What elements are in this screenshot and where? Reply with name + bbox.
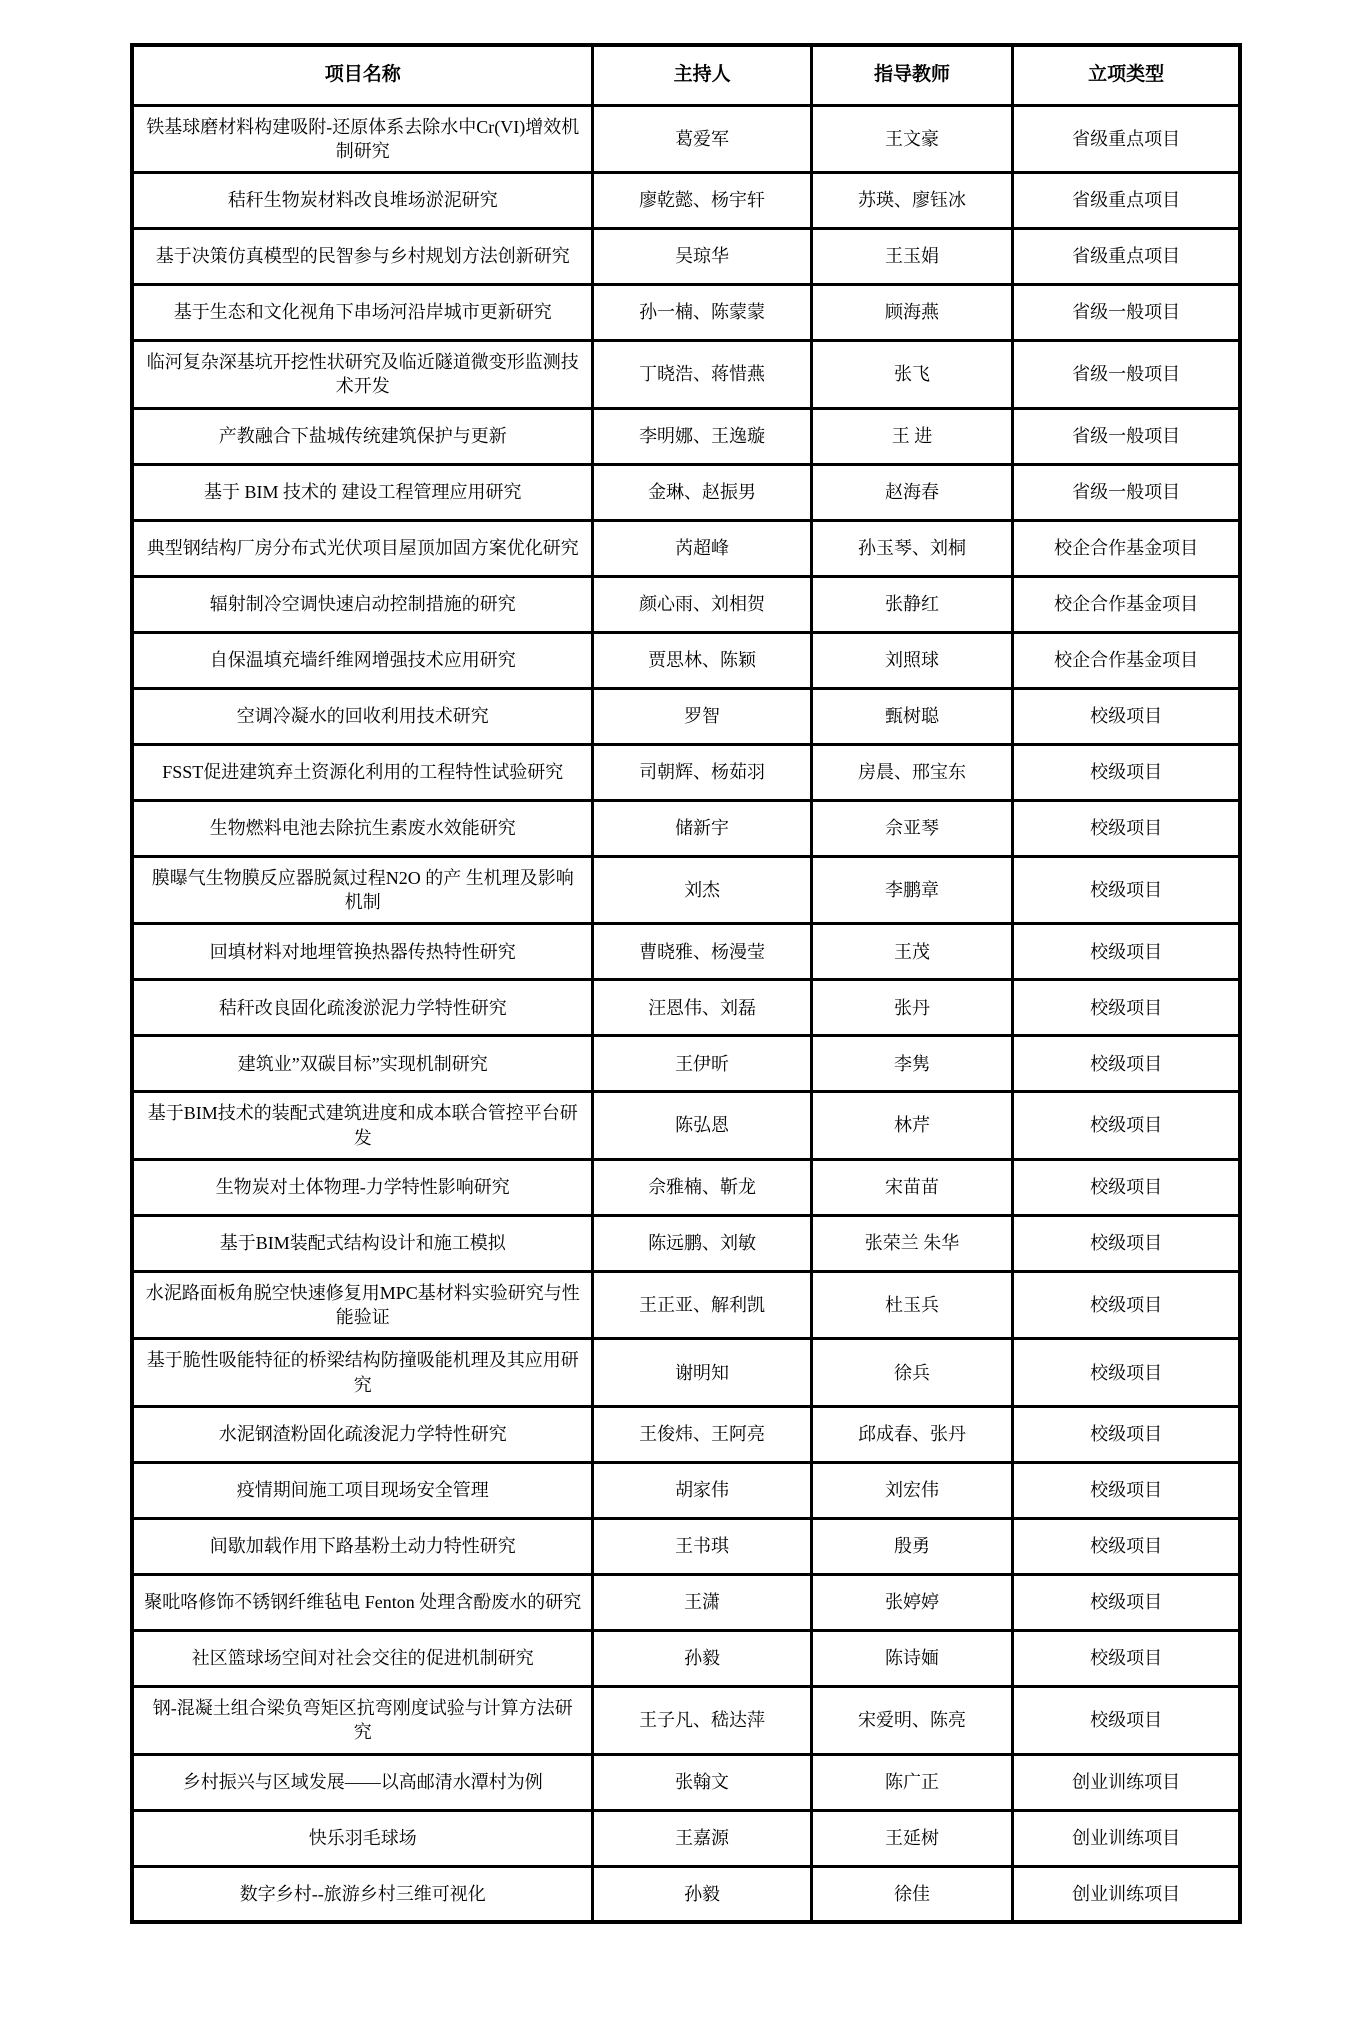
host-cell: 汪恩伟、刘磊: [593, 980, 811, 1036]
column-header-project-name: 项目名称: [132, 45, 593, 105]
project-type-cell: 省级一般项目: [1013, 285, 1240, 341]
project-table: [130, 43, 1242, 1924]
host-cell: 王子凡、嵇达萍: [593, 1687, 811, 1755]
table-row: [132, 1866, 1240, 1922]
host-cell: 王书琪: [593, 1519, 811, 1575]
project-name-cell: 水泥钢渣粉固化疏浚泥力学特性研究: [132, 1407, 593, 1463]
host-cell: 丁晓浩、蒋惜燕: [593, 341, 811, 409]
project-type-cell: 创业训练项目: [1013, 1866, 1240, 1922]
table-row: [132, 229, 1240, 285]
host-cell: 吴琼华: [593, 229, 811, 285]
advisor-cell: 王文豪: [811, 105, 1013, 173]
advisor-cell: 房晨、邢宝东: [811, 744, 1013, 800]
advisor-cell: 李鹏章: [811, 856, 1013, 924]
project-type-cell: 校级项目: [1013, 800, 1240, 856]
table-row: [132, 520, 1240, 576]
table-row: [132, 688, 1240, 744]
project-name-cell: 回填材料对地埋管换热器传热特性研究: [132, 924, 593, 980]
advisor-cell: 刘照球: [811, 632, 1013, 688]
project-name-cell: 水泥路面板角脱空快速修复用MPC基材料实验研究与性能验证: [132, 1271, 593, 1339]
project-name-cell: 钢-混凝土组合梁负弯矩区抗弯刚度试验与计算方法研究: [132, 1687, 593, 1755]
project-type-cell: 校级项目: [1013, 1159, 1240, 1215]
table-header-row: [132, 45, 1240, 105]
project-name-cell: 铁基球磨材料构建吸附-还原体系去除水中Cr(VI)增效机制研究: [132, 105, 593, 173]
project-name-cell: 生物炭对土体物理-力学特性影响研究: [132, 1159, 593, 1215]
project-name-cell: 聚吡咯修饰不锈钢纤维毡电 Fenton 处理含酚废水的研究: [132, 1575, 593, 1631]
table-row: [132, 1036, 1240, 1092]
advisor-cell: 宋爱明、陈亮: [811, 1687, 1013, 1755]
table-row: [132, 408, 1240, 464]
table-row: [132, 341, 1240, 409]
table-row: [132, 285, 1240, 341]
project-name-cell: 数字乡村--旅游乡村三维可视化: [132, 1866, 593, 1922]
advisor-cell: 王茂: [811, 924, 1013, 980]
project-name-cell: 基于生态和文化视角下串场河沿岸城市更新研究: [132, 285, 593, 341]
project-name-cell: 秸秆改良固化疏浚淤泥力学特性研究: [132, 980, 593, 1036]
advisor-cell: 陈诗媔: [811, 1631, 1013, 1687]
table-row: [132, 1687, 1240, 1755]
host-cell: 王俊炜、王阿亮: [593, 1407, 811, 1463]
project-name-cell: FSST促进建筑弃土资源化利用的工程特性试验研究: [132, 744, 593, 800]
table-row: [132, 1631, 1240, 1687]
project-type-cell: 校级项目: [1013, 980, 1240, 1036]
advisor-cell: 徐佳: [811, 1866, 1013, 1922]
table-row: [132, 1339, 1240, 1407]
project-name-cell: 乡村振兴与区域发展——以高邮清水潭村为例: [132, 1754, 593, 1810]
project-name-cell: 临河复杂深基坑开挖性状研究及临近隧道微变形监测技术开发: [132, 341, 593, 409]
table-body: [132, 105, 1240, 1922]
host-cell: 储新宇: [593, 800, 811, 856]
table-row: [132, 1092, 1240, 1160]
project-name-cell: 膜曝气生物膜反应器脱氮过程N2O 的产 生机理及影响机制: [132, 856, 593, 924]
project-type-cell: 省级重点项目: [1013, 173, 1240, 229]
table-row: [132, 1407, 1240, 1463]
project-type-cell: 校级项目: [1013, 1092, 1240, 1160]
project-type-cell: 校级项目: [1013, 924, 1240, 980]
project-type-cell: 创业训练项目: [1013, 1810, 1240, 1866]
project-type-cell: 校级项目: [1013, 1687, 1240, 1755]
project-name-cell: 基于 BIM 技术的 建设工程管理应用研究: [132, 464, 593, 520]
host-cell: 罗智: [593, 688, 811, 744]
host-cell: 孙毅: [593, 1866, 811, 1922]
advisor-cell: 张荣兰 朱华: [811, 1215, 1013, 1271]
project-type-cell: 校级项目: [1013, 1631, 1240, 1687]
project-name-cell: 基于BIM装配式结构设计和施工模拟: [132, 1215, 593, 1271]
column-header-host: 主持人: [593, 45, 811, 105]
table-row: [132, 800, 1240, 856]
advisor-cell: 张静红: [811, 576, 1013, 632]
project-type-cell: 校级项目: [1013, 688, 1240, 744]
project-type-cell: 校级项目: [1013, 856, 1240, 924]
table-row: [132, 856, 1240, 924]
table-row: [132, 1463, 1240, 1519]
advisor-cell: 徐兵: [811, 1339, 1013, 1407]
advisor-cell: 王延树: [811, 1810, 1013, 1866]
project-name-cell: 疫情期间施工项目现场安全管理: [132, 1463, 593, 1519]
project-name-cell: 基于BIM技术的装配式建筑进度和成本联合管控平台研发: [132, 1092, 593, 1160]
table-row: [132, 105, 1240, 173]
host-cell: 葛爱军: [593, 105, 811, 173]
host-cell: 胡家伟: [593, 1463, 811, 1519]
table-row: [132, 744, 1240, 800]
host-cell: 陈远鹏、刘敏: [593, 1215, 811, 1271]
host-cell: 张翰文: [593, 1754, 811, 1810]
host-cell: 孙一楠、陈蒙蒙: [593, 285, 811, 341]
advisor-cell: 甄树聪: [811, 688, 1013, 744]
host-cell: 廖乾懿、杨宇轩: [593, 173, 811, 229]
advisor-cell: 林芹: [811, 1092, 1013, 1160]
column-header-project-type: 立项类型: [1013, 45, 1240, 105]
project-type-cell: 校级项目: [1013, 1407, 1240, 1463]
project-name-cell: 间歇加载作用下路基粉土动力特性研究: [132, 1519, 593, 1575]
advisor-cell: 刘宏伟: [811, 1463, 1013, 1519]
host-cell: 谢明知: [593, 1339, 811, 1407]
advisor-cell: 邱成春、张丹: [811, 1407, 1013, 1463]
project-name-cell: 秸秆生物炭材料改良堆场淤泥研究: [132, 173, 593, 229]
project-name-cell: 基于决策仿真模型的民智参与乡村规划方法创新研究: [132, 229, 593, 285]
project-type-cell: 校级项目: [1013, 1575, 1240, 1631]
project-type-cell: 省级一般项目: [1013, 408, 1240, 464]
host-cell: 金琳、赵振男: [593, 464, 811, 520]
advisor-cell: 殷勇: [811, 1519, 1013, 1575]
project-type-cell: 省级重点项目: [1013, 105, 1240, 173]
host-cell: 王伊昕: [593, 1036, 811, 1092]
project-table-container: [130, 43, 1242, 1924]
host-cell: 孙毅: [593, 1631, 811, 1687]
project-name-cell: 典型钢结构厂房分布式光伏项目屋顶加固方案优化研究: [132, 520, 593, 576]
project-type-cell: 校级项目: [1013, 1519, 1240, 1575]
advisor-cell: 顾海燕: [811, 285, 1013, 341]
project-type-cell: 校级项目: [1013, 1463, 1240, 1519]
advisor-cell: 赵海春: [811, 464, 1013, 520]
advisor-cell: 佘亚琴: [811, 800, 1013, 856]
project-name-cell: 空调冷凝水的回收利用技术研究: [132, 688, 593, 744]
advisor-cell: 张丹: [811, 980, 1013, 1036]
table-row: [132, 1810, 1240, 1866]
table-row: [132, 1271, 1240, 1339]
host-cell: 司朝辉、杨茹羽: [593, 744, 811, 800]
project-type-cell: 省级一般项目: [1013, 341, 1240, 409]
project-name-cell: 生物燃料电池去除抗生素废水效能研究: [132, 800, 593, 856]
advisor-cell: 李隽: [811, 1036, 1013, 1092]
project-type-cell: 校级项目: [1013, 744, 1240, 800]
project-type-cell: 校级项目: [1013, 1215, 1240, 1271]
advisor-cell: 张婷婷: [811, 1575, 1013, 1631]
host-cell: 李明娜、王逸璇: [593, 408, 811, 464]
advisor-cell: 杜玉兵: [811, 1271, 1013, 1339]
advisor-cell: 王 进: [811, 408, 1013, 464]
project-type-cell: 校企合作基金项目: [1013, 520, 1240, 576]
project-type-cell: 校企合作基金项目: [1013, 632, 1240, 688]
host-cell: 王潇: [593, 1575, 811, 1631]
table-row: [132, 1215, 1240, 1271]
host-cell: 王正亚、解利凯: [593, 1271, 811, 1339]
project-name-cell: 快乐羽毛球场: [132, 1810, 593, 1866]
project-type-cell: 校级项目: [1013, 1036, 1240, 1092]
project-name-cell: 产教融合下盐城传统建筑保护与更新: [132, 408, 593, 464]
project-name-cell: 基于脆性吸能特征的桥梁结构防撞吸能机理及其应用研究: [132, 1339, 593, 1407]
table-row: [132, 1159, 1240, 1215]
host-cell: 陈弘恩: [593, 1092, 811, 1160]
project-name-cell: 自保温填充墙纤维网增强技术应用研究: [132, 632, 593, 688]
advisor-cell: 张飞: [811, 341, 1013, 409]
project-type-cell: 校级项目: [1013, 1271, 1240, 1339]
table-row: [132, 1754, 1240, 1810]
table-row: [132, 1575, 1240, 1631]
project-type-cell: 校企合作基金项目: [1013, 576, 1240, 632]
host-cell: 刘杰: [593, 856, 811, 924]
table-header: [132, 45, 1240, 105]
advisor-cell: 孙玉琴、刘桐: [811, 520, 1013, 576]
project-name-cell: 建筑业”双碳目标”实现机制研究: [132, 1036, 593, 1092]
project-type-cell: 省级重点项目: [1013, 229, 1240, 285]
host-cell: 贾思林、陈颖: [593, 632, 811, 688]
project-type-cell: 创业训练项目: [1013, 1754, 1240, 1810]
host-cell: 芮超峰: [593, 520, 811, 576]
table-row: [132, 632, 1240, 688]
project-name-cell: 辐射制冷空调快速启动控制措施的研究: [132, 576, 593, 632]
host-cell: 颜心雨、刘相贺: [593, 576, 811, 632]
project-type-cell: 省级一般项目: [1013, 464, 1240, 520]
advisor-cell: 王玉娟: [811, 229, 1013, 285]
table-row: [132, 576, 1240, 632]
advisor-cell: 宋苗苗: [811, 1159, 1013, 1215]
table-row: [132, 1519, 1240, 1575]
host-cell: 曹晓雅、杨漫莹: [593, 924, 811, 980]
advisor-cell: 陈广正: [811, 1754, 1013, 1810]
host-cell: 王嘉源: [593, 1810, 811, 1866]
table-row: [132, 464, 1240, 520]
column-header-advisor: 指导教师: [811, 45, 1013, 105]
table-row: [132, 173, 1240, 229]
advisor-cell: 苏瑛、廖钰冰: [811, 173, 1013, 229]
project-type-cell: 校级项目: [1013, 1339, 1240, 1407]
host-cell: 佘雅楠、靳龙: [593, 1159, 811, 1215]
project-name-cell: 社区篮球场空间对社会交往的促进机制研究: [132, 1631, 593, 1687]
table-row: [132, 924, 1240, 980]
table-row: [132, 980, 1240, 1036]
